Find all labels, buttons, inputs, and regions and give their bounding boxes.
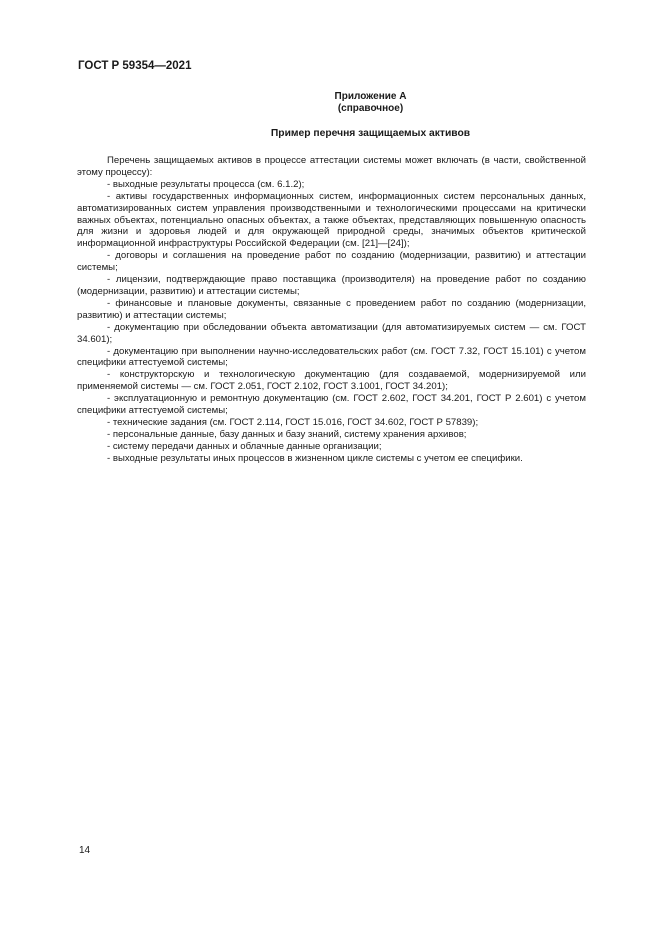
list-item: - документацию при выполнении научно-исследовательских работ (см. ГОСТ 7.32, ГОСТ 15.101) с учетом специфики аттестуемой системы; xyxy=(77,345,586,369)
list-item: - персональные данные, базу данных и базу знаний, систему хранения архивов; xyxy=(107,428,467,440)
body-text xyxy=(77,155,586,465)
list-item: - договоры и соглашения на проведение работ по созданию (модернизации, развитию) и аттестации системы; xyxy=(77,250,586,274)
list-item: - выходные результаты иных процессов в жизненном цикле системы с учетом ее специфики. xyxy=(107,452,523,464)
intro-paragraph: Перечень защищаемых активов в процессе аттестации системы может включать (в части, свойственной этому процессу): xyxy=(77,155,586,178)
list-item: - выходные результаты процесса (см. 6.1.2); xyxy=(107,178,305,190)
list-item: - активы государственных информационных систем, информационных систем персональных данных, автоматизированных систем управления производственными и технологическими процессами на критически важных объектах, потенциально опасных объектах, а также объектах, представляющих повышенную опасность для жизни и здоровья людей и для окружающей природной среды, значимых объектов критической информационной инфраструктуры Российской Федерации (см. [21]—[24]); xyxy=(77,190,586,250)
section-title: Пример перечня защищаемых активов xyxy=(270,128,471,139)
appendix-heading xyxy=(0,91,661,115)
list-item: - эксплуатационную и ремонтную документацию (см. ГОСТ 2.602, ГОСТ 34.201, ГОСТ Р 2.601) с учетом специфики аттестуемой системы; xyxy=(77,393,586,417)
list-item: - конструкторскую и технологическую документацию (для создаваемой, модернизируемой или применяемой системы — см. ГОСТ 2.051, ГОСТ 2.102, ГОСТ 3.1001, ГОСТ 34.201); xyxy=(77,369,586,393)
appendix-title: Приложение А xyxy=(334,91,407,102)
list-item: - документацию при обследовании объекта автоматизации (для автоматизируемых систем — см. ГОСТ 34.601); xyxy=(77,321,586,345)
list-item: - технические задания (см. ГОСТ 2.114, ГОСТ 15.016, ГОСТ 34.602, ГОСТ Р 57839); xyxy=(107,416,479,428)
appendix-subtitle: (справочное) xyxy=(337,103,404,114)
list-item: - финансовые и плановые документы, связанные с проведением работ по созданию (модернизации, развитию) и аттестации системы; xyxy=(77,297,586,321)
list-item: - лицензии, подтверждающие право поставщика (производителя) на проведение работ по созданию (модернизации, развитию) и аттестации системы; xyxy=(77,274,586,297)
document-code-header: ГОСТ Р 59354—2021 xyxy=(78,60,192,72)
page-number: 14 xyxy=(79,845,91,856)
list-item: - систему передачи данных и облачные данные организации; xyxy=(107,440,382,452)
